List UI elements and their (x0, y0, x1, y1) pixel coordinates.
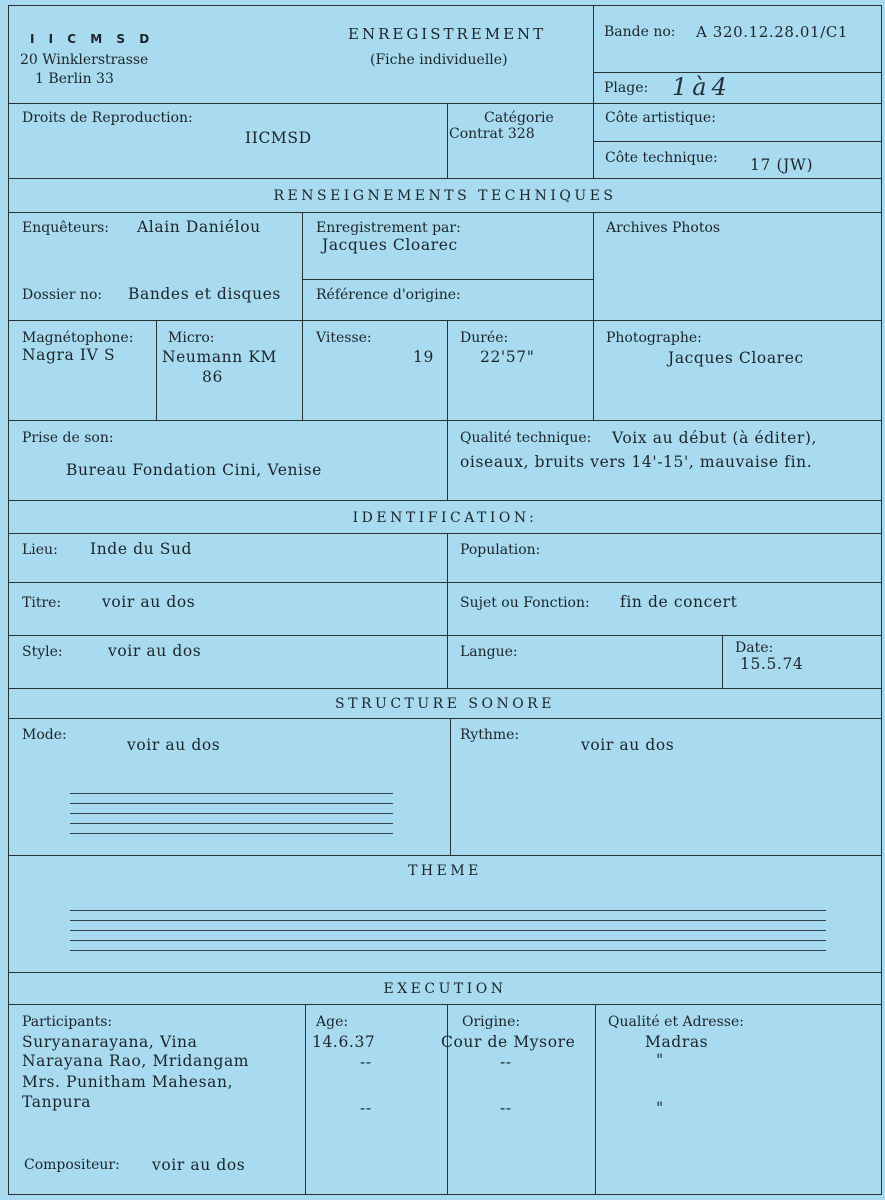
duree-value: 22'57" (480, 348, 535, 366)
age-value: -- (360, 1099, 372, 1117)
section-title-theme: THEME (408, 863, 482, 879)
participants-label: Participants: (22, 1014, 113, 1030)
mode-value: voir au dos (127, 736, 221, 754)
droits-value: IICMSD (245, 129, 312, 147)
column-divider (447, 320, 448, 420)
participant-line: Tanpura (22, 1093, 92, 1111)
org-name: I I C M S D (30, 32, 155, 46)
column-divider (593, 5, 594, 178)
date-label: Date: (735, 640, 774, 656)
prise-de-son-value: Bureau Fondation Cini, Venise (66, 461, 322, 479)
droits-label: Droits de Reproduction: (22, 110, 193, 126)
section-title-technical: RENSEIGNEMENTS TECHNIQUES (273, 188, 617, 204)
age-value: -- (360, 1053, 372, 1071)
column-divider (722, 635, 723, 688)
cote-technique-label: Côte technique: (605, 150, 718, 166)
micro-value: Neumann KM (162, 348, 277, 366)
column-divider (593, 212, 594, 420)
theme-staff-line (70, 910, 826, 911)
address-line: 1 Berlin 33 (35, 71, 114, 87)
qualite-technique-value: Voix au début (à éditer), (612, 429, 818, 447)
dossier-value: Bandes et disques (128, 285, 281, 303)
divider (8, 855, 882, 856)
column-divider (302, 212, 303, 420)
bande-label: Bande no: (604, 24, 676, 40)
theme-staff-line (70, 920, 826, 921)
divider (8, 320, 882, 321)
qualite-technique-label: Qualité technique: (460, 430, 592, 446)
divider (8, 533, 882, 534)
micro-label: Micro: (168, 330, 215, 346)
mode-staff-line (70, 803, 393, 804)
vitesse-value: 19 (413, 348, 434, 366)
column-divider (447, 533, 448, 688)
compositeur-label: Compositeur: (24, 1157, 120, 1173)
divider (302, 279, 593, 280)
style-value: voir au dos (108, 642, 202, 660)
form-subtitle: (Fiche individuelle) (370, 52, 508, 68)
column-divider (447, 420, 448, 500)
titre-label: Titre: (22, 595, 62, 611)
magnetophone-label: Magnétophone: (22, 330, 134, 346)
qualite-adresse-label: Qualité et Adresse: (608, 1014, 744, 1030)
divider (8, 688, 882, 689)
sujet-value: fin de concert (620, 593, 738, 611)
participant-line: Suryanarayana, Vina (22, 1033, 198, 1051)
section-title-execution: EXECUTION (383, 981, 507, 997)
micro-value: 86 (202, 368, 223, 386)
date-value: 15.5.74 (740, 655, 804, 673)
theme-staff-line (70, 930, 826, 931)
mode-staff-line (70, 833, 393, 834)
address-line: 20 Winklerstrasse (20, 52, 149, 68)
origine-label: Origine: (462, 1014, 521, 1030)
mode-staff-line (70, 793, 393, 794)
qualite-technique-value: oiseaux, bruits vers 14'-15', mauvaise fin. (460, 453, 813, 471)
adresse-value: " (656, 1099, 664, 1117)
photographe-value: Jacques Cloarec (668, 349, 804, 367)
form-title: ENREGISTREMENT (348, 25, 547, 43)
prise-de-son-label: Prise de son: (22, 430, 114, 446)
population-label: Population: (460, 542, 541, 558)
cote-technique-value: 17 (JW) (750, 156, 814, 174)
plage-label: Plage: (604, 80, 649, 96)
divider (8, 972, 882, 973)
magnetophone-value: Nagra IV S (22, 346, 116, 364)
categorie-value: Contrat 328 (449, 126, 535, 142)
column-divider (595, 1004, 596, 1195)
photographe-label: Photographe: (606, 330, 702, 346)
origine-value: -- (500, 1099, 512, 1117)
lieu-value: Inde du Sud (90, 540, 193, 558)
enregistrement-par-value: Jacques Cloarec (322, 236, 458, 254)
divider (8, 500, 882, 501)
origine-value: Cour de Mysore (441, 1033, 576, 1051)
divider (593, 141, 882, 142)
divider (8, 718, 882, 719)
enregistrement-par-label: Enregistrement par: (316, 220, 461, 236)
plage-value-handwritten: 1à4 (672, 73, 732, 101)
divider (8, 178, 882, 179)
lieu-label: Lieu: (22, 542, 58, 558)
divider (8, 635, 882, 636)
bande-value: A 320.12.28.01/C1 (696, 23, 849, 41)
dossier-label: Dossier no: (22, 287, 103, 303)
age-value: 14.6.37 (312, 1033, 376, 1051)
categorie-label: Catégorie (484, 110, 554, 126)
column-divider (156, 320, 157, 420)
age-label: Age: (316, 1014, 349, 1030)
rythme-label: Rythme: (460, 727, 520, 743)
enqueteurs-value: Alain Daniélou (137, 218, 261, 236)
enqueteurs-label: Enquêteurs: (22, 220, 110, 236)
theme-staff-line (70, 950, 826, 951)
theme-staff-line (70, 940, 826, 941)
duree-label: Durée: (460, 330, 509, 346)
divider (8, 103, 882, 104)
mode-staff-line (70, 823, 393, 824)
divider (8, 212, 882, 213)
style-label: Style: (22, 644, 63, 660)
divider (8, 582, 882, 583)
adresse-value: Madras (645, 1033, 709, 1051)
column-divider (450, 718, 451, 855)
adresse-value: " (656, 1051, 664, 1069)
participant-line: Narayana Rao, Mridangam (22, 1052, 250, 1070)
mode-staff-line (70, 813, 393, 814)
column-divider (305, 1004, 306, 1195)
section-title-identification: IDENTIFICATION: (352, 510, 538, 526)
titre-value: voir au dos (102, 593, 196, 611)
cote-artistique-label: Côte artistique: (605, 110, 716, 126)
vitesse-label: Vitesse: (316, 330, 372, 346)
divider (8, 1004, 882, 1005)
sujet-label: Sujet ou Fonction: (460, 595, 590, 611)
rythme-value: voir au dos (581, 736, 675, 754)
langue-label: Langue: (460, 644, 518, 660)
origine-value: -- (500, 1053, 512, 1071)
compositeur-value: voir au dos (152, 1156, 246, 1174)
mode-label: Mode: (22, 727, 67, 743)
participant-line: Mrs. Punitham Mahesan, (22, 1073, 234, 1091)
column-divider (447, 103, 448, 178)
archives-photos-label: Archives Photos (606, 220, 721, 236)
section-title-structure: STRUCTURE SONORE (335, 696, 555, 712)
reference-label: Référence d'origine: (316, 287, 461, 303)
divider (8, 420, 882, 421)
divider (593, 72, 882, 73)
